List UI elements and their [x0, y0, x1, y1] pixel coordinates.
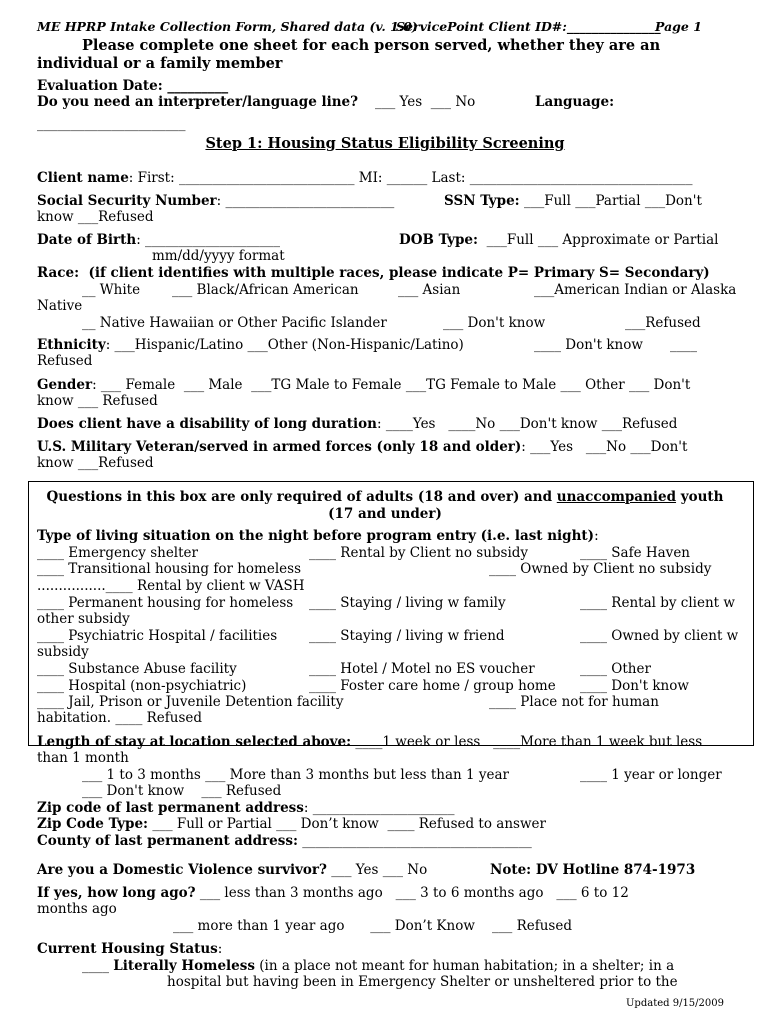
ssn-type-label: SSN Type:: [444, 193, 520, 209]
length-of-stay-year[interactable]: ____ 1 year or longer: [580, 767, 722, 783]
disability-options[interactable]: : ____Yes ____No ___Don't know ___Refused: [376, 416, 678, 432]
client-name-fields[interactable]: : First: __________________________ MI: ______ Last: _________________________________: [128, 170, 693, 186]
ssn-row[interactable]: [37, 193, 394, 210]
veteran-row[interactable]: [37, 439, 687, 456]
client-name-row[interactable]: [37, 170, 693, 187]
race-option-black[interactable]: ___ Black/African American: [172, 282, 359, 298]
living-option[interactable]: ................____ Rental by client w VASH: [37, 578, 305, 594]
race-label: Race: (if client identifies with multiple races, please indicate P= Primary S= Secondary): [37, 265, 710, 281]
footer-updated: Updated 9/15/2009: [626, 998, 724, 1009]
language-blank[interactable]: ______________________: [37, 116, 186, 132]
race-option-refused[interactable]: ___Refused: [625, 315, 701, 331]
ssn-type-cont[interactable]: know ___Refused: [37, 209, 154, 225]
instruction-line2: individual or a family member: [37, 55, 283, 72]
living-option[interactable]: ____ Safe Haven: [580, 545, 690, 561]
ethnicity-row[interactable]: [37, 337, 464, 354]
living-option[interactable]: ____ Owned by client w: [580, 628, 739, 644]
veteran-cont[interactable]: know ___Refused: [37, 455, 154, 471]
veteran-label: U.S. Military Veteran/served in armed forces (only 18 and older): [37, 439, 522, 455]
living-option[interactable]: ____ Transitional housing for homeless: [37, 561, 301, 577]
dv-howlong-label: If yes, how long ago?: [37, 885, 196, 901]
client-id-label: ServicePoint Client ID#:_______________: [396, 19, 661, 34]
zip-label: Zip code of last permanent address: [37, 800, 304, 816]
dv-options[interactable]: ___ Yes ___ No: [326, 862, 428, 878]
living-option[interactable]: ____ Owned by Client no subsidy: [489, 561, 712, 577]
dob-type-label: DOB Type:: [399, 232, 478, 248]
race-option-cont: Native: [37, 298, 83, 314]
instruction-line1: Please complete one sheet for each person served, whether they are an: [82, 37, 661, 54]
county-blank[interactable]: __________________________________: [297, 833, 532, 849]
length-of-stay-label: Length of stay at location selected above:: [37, 734, 352, 750]
living-option[interactable]: habitation. ____ Refused: [37, 710, 203, 726]
dob-label: Date of Birth: [37, 232, 137, 248]
literally-homeless-option[interactable]: ____ Literally Homeless (in a place not meant for human habitation; in a shelter; in a: [82, 958, 675, 974]
dob-blank[interactable]: : ____________________: [136, 232, 281, 248]
ethnicity-refused-blank[interactable]: ____: [670, 337, 697, 353]
zip-type-row[interactable]: [37, 816, 546, 833]
length-of-stay-options[interactable]: ____1 week or less ____More than 1 week but less: [351, 734, 703, 750]
county-row[interactable]: [37, 833, 532, 850]
living-option[interactable]: ____ Hospital (non-psychiatric): [37, 678, 247, 694]
gender-label: Gender: [37, 377, 93, 393]
living-option[interactable]: ____ Emergency shelter: [37, 545, 198, 561]
living-option[interactable]: ____ Hotel / Motel no ES voucher: [309, 661, 535, 677]
veteran-options[interactable]: : ___Yes ___No ___Don't: [521, 439, 688, 455]
dv-howlong-options[interactable]: ___ less than 3 months ago ___ 3 to 6 months ago ___ 6 to 12: [195, 885, 629, 901]
dv-row[interactable]: [37, 862, 427, 879]
race-option-american-indian[interactable]: ___American Indian or Alaska: [534, 282, 737, 298]
page-number: Page 1: [655, 19, 702, 34]
client-name-label: Client name: [37, 170, 129, 186]
living-option[interactable]: ____ Rental by client w: [580, 595, 735, 611]
zip-type-options[interactable]: ___ Full or Partial ___ Don’t know ____ Refused to answer: [148, 816, 546, 832]
living-option[interactable]: ____ Don't know: [580, 678, 689, 694]
gender-row[interactable]: [37, 377, 690, 394]
race-option-dont-know[interactable]: ___ Don't know: [443, 315, 546, 331]
dv-label: Are you a Domestic Violence survivor?: [37, 862, 327, 878]
zip-blank[interactable]: : _____________________: [303, 800, 455, 816]
length-of-stay-cont: than 1 month: [37, 750, 129, 766]
ethnicity-label: Ethnicity: [37, 337, 106, 353]
housing-status-label: Current Housing Status:: [37, 941, 223, 957]
living-situation-label: Type of living situation on the night before program entry (i.e. last night):: [37, 528, 599, 544]
race-option-asian[interactable]: ___ Asian: [398, 282, 461, 298]
box-title-line2: (17 and under): [328, 506, 442, 522]
zip-type-label: Zip Code Type:: [37, 816, 149, 832]
living-option[interactable]: ____ Staying / living w family: [309, 595, 506, 611]
literally-homeless-cont: hospital but having been in Emergency Shelter or unsheltered prior to the: [167, 974, 678, 990]
length-of-stay-options3[interactable]: ___ Don't know ___ Refused: [82, 783, 282, 799]
dob-row[interactable]: [37, 232, 280, 249]
living-option[interactable]: ____ Foster care home / group home: [309, 678, 556, 694]
county-label: County of last permanent address:: [37, 833, 298, 849]
gender-cont[interactable]: know ___ Refused: [37, 393, 158, 409]
gender-options[interactable]: : ___ Female ___ Male ___TG Male to Female ___TG Female to Male ___ Other ___ Don't: [92, 377, 691, 393]
dv-howlong-row[interactable]: [37, 885, 629, 902]
living-option-cont: other subsidy: [37, 611, 130, 627]
dv-hotline-note: Note: DV Hotline 874-1973: [490, 862, 696, 878]
disability-row[interactable]: [37, 416, 677, 433]
ethnicity-options[interactable]: : ___Hispanic/Latino ___Other (Non-Hispanic/Latino): [105, 337, 464, 353]
language-label: Language:: [535, 94, 615, 110]
dob-type-row[interactable]: [399, 232, 718, 249]
ssn-blank[interactable]: : _________________________: [216, 193, 395, 209]
dob-format: mm/dd/yyyy format: [152, 248, 285, 264]
zip-row[interactable]: [37, 800, 454, 817]
living-option[interactable]: ____ Permanent housing for homeless: [37, 595, 294, 611]
interpreter-question: Do you need an interpreter/language line?: [37, 94, 359, 110]
interpreter-options[interactable]: ___ Yes ___ No: [375, 94, 476, 110]
ssn-type-options[interactable]: ___Full ___Partial ___Don't: [523, 193, 702, 209]
living-option[interactable]: ____ Other: [580, 661, 651, 677]
ssn-label: Social Security Number: [37, 193, 217, 209]
living-option[interactable]: ____ Rental by Client no subsidy: [309, 545, 529, 561]
living-option[interactable]: ____ Place not for human: [489, 694, 659, 710]
living-option[interactable]: ____ Jail, Prison or Juvenile Detention facility: [37, 694, 344, 710]
race-option-white[interactable]: __ White: [82, 282, 141, 298]
living-option[interactable]: ____ Substance Abuse facility: [37, 661, 237, 677]
ethnicity-refused[interactable]: Refused: [37, 353, 93, 369]
ethnicity-dont-know[interactable]: ____ Don't know: [534, 337, 643, 353]
ssn-type-row[interactable]: [444, 193, 702, 210]
form-title: ME HPRP Intake Collection Form, Shared data (v. 1.0): [37, 19, 418, 34]
length-of-stay-row[interactable]: [37, 734, 702, 751]
evaluation-date-label: Evaluation Date: _________: [37, 78, 229, 94]
step1-title: Step 1: Housing Status Eligibility Screening: [205, 135, 565, 152]
length-of-stay-options2[interactable]: ___ 1 to 3 months ___ More than 3 months but less than 1 year: [82, 767, 509, 783]
dob-type-options[interactable]: ___Full ___ Approximate or Partial: [486, 232, 719, 248]
dv-howlong-cont: months ago: [37, 901, 117, 917]
unaccompanied-text: unaccompanied: [556, 489, 677, 505]
box-title-line1: Questions in this box are only required of adults (18 and over) and unaccompanied youth: [46, 489, 724, 505]
living-option[interactable]: ____ Staying / living w friend: [309, 628, 505, 644]
race-option-pacific[interactable]: __ Native Hawaiian or Other Pacific Islander: [82, 315, 387, 331]
disability-label: Does client have a disability of long duration: [37, 416, 377, 432]
living-option-cont: subsidy: [37, 644, 89, 660]
dv-howlong-options2[interactable]: ___ more than 1 year ago ___ Don’t Know ___ Refused: [173, 918, 572, 934]
living-option[interactable]: ____ Psychiatric Hospital / facilities: [37, 628, 278, 644]
